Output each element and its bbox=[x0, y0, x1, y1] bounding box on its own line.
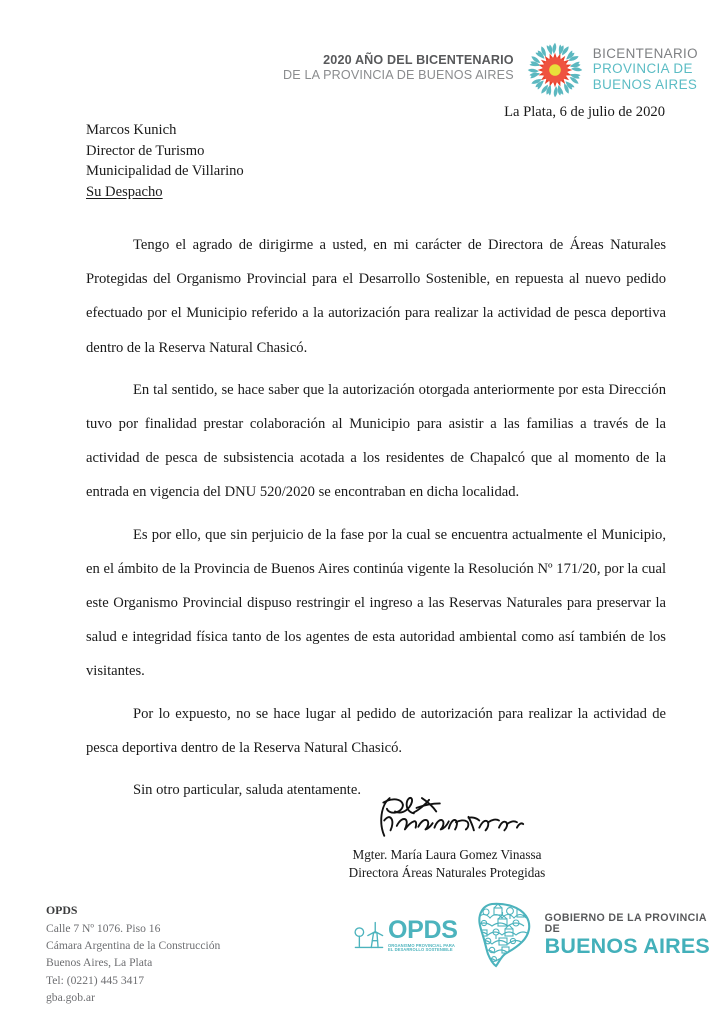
letter-date: La Plata, 6 de julio de 2020 bbox=[504, 104, 665, 120]
footer-building: Cámara Argentina de la Construcción bbox=[46, 939, 221, 953]
footer-address-block bbox=[46, 902, 220, 1007]
opds-logo bbox=[352, 914, 458, 956]
gba-line-2: BUENOS AIRES bbox=[544, 933, 710, 958]
opds-tagline-line-1: ORGANISMO PROVINCIAL PARA bbox=[388, 942, 455, 948]
footer-phone: Tel: (0221) 445 3417 bbox=[46, 973, 145, 987]
document-header bbox=[0, 34, 724, 106]
letter-body bbox=[86, 228, 666, 807]
addressee-name: Marcos Kunich bbox=[86, 122, 177, 138]
body-paragraph-closing: Sin otro particular, saluda atentamente. bbox=[133, 782, 361, 799]
slogan-line-2: DE LA PROVINCIA DE BUENOS AIRES bbox=[283, 68, 514, 82]
buenos-aires-province-map-icon bbox=[472, 902, 536, 968]
gba-wordmark bbox=[545, 913, 724, 958]
footer-org-name: OPDS bbox=[46, 903, 78, 917]
footer-street: Calle 7 Nº 1076. Piso 16 bbox=[46, 921, 161, 935]
document-footer bbox=[0, 894, 724, 1024]
opds-wordmark bbox=[388, 915, 458, 952]
logo-line-3: BUENOS AIRES bbox=[592, 76, 698, 92]
windmill-tree-icon bbox=[352, 918, 386, 952]
addressee-title: Director de Turismo bbox=[86, 142, 205, 159]
signature-block bbox=[0, 790, 724, 882]
body-paragraph: Por lo expuesto, no se hace lugar al pedido de autorización para realizar la actividad de pesca deportiva dentro de la Reserva Natural Chasicó. bbox=[86, 705, 666, 756]
handwritten-signature-icon bbox=[357, 790, 537, 842]
logo-line-1: BICENTENARIO bbox=[592, 45, 698, 61]
sun-laurel-emblem-icon bbox=[526, 41, 584, 99]
body-paragraph: Es por ello, que sin perjuicio de la fase por la cual se encuentra actualmente el Municipio, en el ámbito de la Provincia de Buenos Aires continúa vigente la Resolución Nº 171/20, por la cual este Organismo Provincial dispuso restringir el ingreso a las Reservas Naturales para preservar la salud e integridad física tanto de los agentes de esta autoridad ambiental como así también de los visitantes. bbox=[86, 526, 666, 680]
body-paragraph: En tal sentido, se hace saber que la autorización otorgada anteriormente por esta Dirección tuvo por finalidad prestar colaboración al Municipio para asistir a las familias a través de la actividad de pesca de subsistencia acotada a los residentes de Chapalcó que al momento de la entrada en vigencia del DNU 520/2020 se encontraban en dicha localidad. bbox=[86, 381, 666, 501]
addressee-block bbox=[86, 120, 244, 203]
footer-website[interactable]: gba.gob.ar bbox=[46, 991, 95, 1005]
slogan-line-1: 2020 AÑO DEL BICENTENARIO bbox=[323, 52, 514, 67]
bicentenario-logotype bbox=[593, 46, 698, 95]
bicentenario-slogan bbox=[283, 53, 514, 88]
signer-position: Directora Áreas Naturales Protegidas bbox=[348, 864, 546, 880]
body-paragraph: Tengo el agrado de dirigirme a usted, en mi carácter de Directora de Áreas Naturales Protegidas del Organismo Provincial para el Desarrollo Sostenible, en repuesta al nuevo pedido efectuado por el Municipio referido a la autorización para realizar la actividad de pesca deportiva dentro de la Reserva Natural Chasicó. bbox=[86, 237, 666, 356]
footer-city: Buenos Aires, La Plata bbox=[46, 956, 153, 970]
opds-word: OPDS bbox=[388, 915, 458, 944]
addressee-attention: Su Despacho bbox=[86, 184, 163, 201]
addressee-organization: Municipalidad de Villarino bbox=[86, 163, 244, 180]
opds-tagline-line-2: EL DESARROLLO SOSTENIBLE bbox=[388, 947, 453, 952]
signer-name: Mgter. María Laura Gomez Vinassa bbox=[352, 847, 542, 862]
footer-logos bbox=[352, 904, 724, 966]
logo-line-2: PROVINCIA DE bbox=[592, 61, 693, 77]
gba-logo bbox=[472, 902, 724, 968]
gba-line-1: GOBIERNO DE LA PROVINCIA DE bbox=[544, 911, 707, 935]
